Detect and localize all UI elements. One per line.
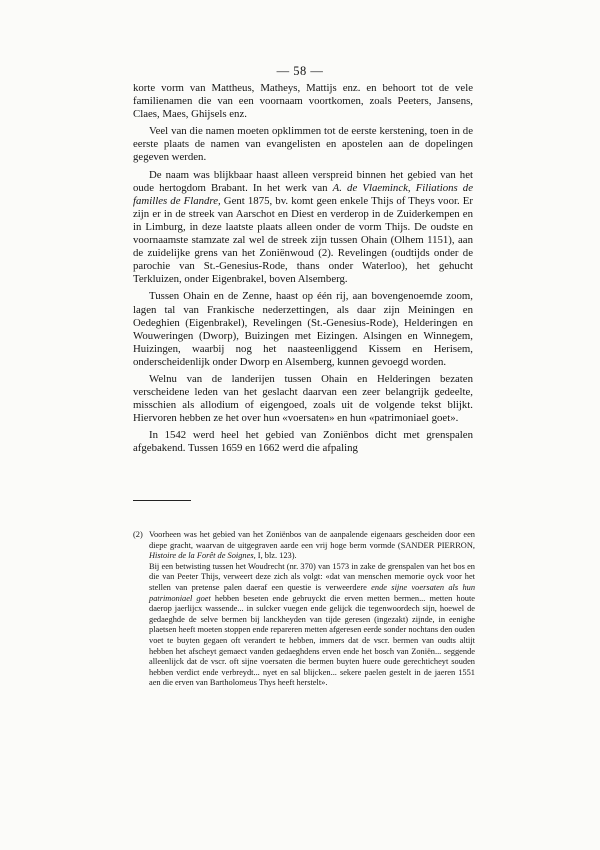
text-run: Welnu van de landerijen tussen Ohain en Helderingen bezaten verscheidene leden van het geslacht daarvan een zeer belangrijk gedeelte, misschien als allodium of eigengoed, zoals uit de volgende tekst blijkt. Hiervoren hebben ze het over hun «voersaten» en hun «patrimoniael goet». [133, 372, 473, 425]
text-run: Tussen Ohain en de Zenne, haast op één rij, aan bovengenoemde zoom, lagen tal van Frankische nederzettingen, als daar zijn Meiningen en Oedeghien (Eigenbrakel), Revelingen (St.-Genesius-Rode), Helderingen en Wouweringen (Dworp), Buizingen met Eizingen. Alsingen en Winnegem, Huizingen, waarbij nog het naasteenliggend Kissem en Herisem, onderscheidenlijk onder Dworp en Alsemberg, kunnen gevoegd worden. [133, 290, 473, 368]
body-text [133, 82, 473, 460]
page-number: — 58 — [276, 64, 324, 78]
footnote-divider [133, 500, 191, 501]
text-run: In 1542 werd heel het gebied van Zoniënbos dicht met grenspalen afgebakend. Tussen 1659 en 1662 werd die afpaling [133, 429, 473, 455]
text-run: korte vorm van Mattheus, Matheys, Mattijs enz. en behoort tot de vele familienamen die van een voornaam voortkomen, zoals Peeters, Jansens, Claes, Maes, Ghijsels enz. [133, 82, 473, 121]
text-run: hebben beseten ende gebruyckt die erven metten bermen... metten houte daerop jaerlijcx wassende... in sulcker vuegen ende gelijck die tegenwoordech sijn, hoewel de gedaeghde de selve bermen bij lanckheyden van tijde geresen (ingezakt) zijnde, in eenighe plaetsen heeft moeten stoppen ende repareren metten afgeresen eerde sonder nochtans den ouden voet te buyten gegaen oft verandert te hebben, immers dat de vscr. bermen van oudts altijt hebben het afscheyt gemaect vanden gedaeghdens erven ende het bosch van Zoniën... seggende alleenlijck dat de vscr. oft sijne voersaten die bermen buyten huere oude gerechticheyt souden hebben verdict ende verbreydt... nyet en sal blijcken... sekere paelen gestelt in de jaeren 1551 aen die erven van Bartholomeus Thys heeft herstelt». [149, 593, 475, 688]
footnote-body [149, 530, 475, 689]
text-run: Bij een betwisting tussen het Woudrecht (nr. 370) van 1573 in zake de grenspalen van het bos en die van Peeter Thijs, verweert deze zich als volgt: «dat van menschen memorie oyck voor het stellen van pretense palen daeraf een questie is verweerdere [149, 561, 475, 592]
footnote-number: (2) [133, 530, 143, 539]
text-run: I, blz. 123). [255, 551, 297, 561]
body-paragraph [133, 125, 473, 164]
body-paragraph [133, 290, 473, 369]
italic-citation: A. de Vlaeminck, Filiations de familles de Flandre, [133, 181, 473, 207]
text-run: De naam was blijkbaar haast alleen verspreid binnen het gebied van het oude hertogdom Brabant. In het werk van [133, 168, 473, 194]
italic-citation: ende sijne voersaten als hun patrimoniael goet [149, 582, 476, 603]
footnote [133, 530, 475, 689]
text-run: Veel van die namen moeten opklimmen tot de eerste kerstening, toen in de eerste plaats de namen van evangelisten en apostelen aan de dopelingen gegeven werden. [133, 125, 473, 164]
body-paragraph [133, 373, 473, 425]
body-paragraph [133, 169, 473, 287]
italic-citation: Histoire de la Forêt de Soignes, [149, 551, 256, 561]
footnote-paragraph [149, 530, 475, 562]
footnote-paragraph [149, 562, 475, 689]
text-run: Gent 1875, bv. komt geen enkele Thijs of Theys voor. Er zijn er in de streek van Aarschot en Diest en verderop in de Zuiderkempen en in Limburg, in deze laatste plaats alleen onder de vorm Thijs. De oudste en voornaamste stamzate zal wel de streek zijn tussen Ohain (Olhem 1151), aan de zuidelijke grens van het Zoniënwoud (2). Revelingen (oudtijds onder de parochie van St.-Genesius-Rode, thans onder Waterloo), het gehucht Terkluizen, onder Eigenbrakel, boven Alsemberg. [133, 194, 473, 286]
body-paragraph [133, 429, 473, 455]
body-paragraph [133, 82, 473, 121]
text-run: Voorheen was het gebied van het Zoniënbos van de aanpalende eigenaars gescheiden door een diepe gracht, waarvan de uitgegraven aarde een vrij hoge berm vormde (SANDER PIERRON, [149, 530, 475, 550]
